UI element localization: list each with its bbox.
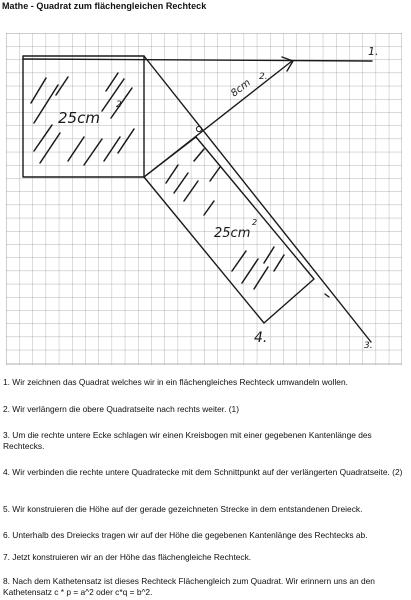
line-4-label: 4.: [254, 330, 268, 346]
step-4: 4. Wir verbinden die rechte untere Quadratecke mit dem Schnittpunkt auf der verlängerten Quadratseite. (2): [3, 467, 403, 477]
rectangle-area-label: 25cm: [214, 226, 251, 241]
line-1-label: 1.: [368, 45, 379, 58]
line-3-label: 3.: [364, 341, 373, 351]
step-2: 2. Wir verlängern die obere Quadratseite nach rechts weiter. (1): [3, 404, 240, 414]
arc-radius-label: 8cm: [229, 77, 253, 100]
step-7: 7. Jetzt konstruieren wir an der Höhe das flächengleiche Rechteck.: [3, 552, 252, 562]
square-area-exponent: 2: [116, 100, 122, 110]
step-6: 6. Unterhalb des Dreiecks tragen wir auf der Höhe die gegebenen Kantenlänge des Rechtecks ab.: [3, 530, 368, 540]
step-8: 8. Nach dem Kathetensatz ist dieses Rechteck Flächengleich zum Quadrat. Wir erinnern uns an den Kathetensatz c * p = a^2 oder c*q = b^2.: [3, 576, 375, 597]
step-3: 3. Um die rechte untere Ecke schlagen wir einen Kreisbogen mit einer gegebenen Kantenlänge des Rechtecks.: [3, 430, 372, 451]
rectangle-area-exponent: 2: [252, 218, 258, 227]
line-2-label: 2.: [259, 72, 268, 82]
square-area-label: 25cm: [58, 109, 100, 127]
step-1: 1. Wir zeichnen das Quadrat welches wir in ein flächengleiches Rechteck umwandeln wollen.: [3, 377, 348, 387]
grid-paper: [6, 33, 402, 365]
step-5: 5. Wir konstruieren die Höhe auf der gerade gezeichneten Strecke in dem entstandenen Dreieck.: [3, 504, 363, 514]
page-title: Mathe - Quadrat zum flächengleichen Rechteck: [2, 1, 207, 11]
construction-figure: [6, 33, 402, 365]
